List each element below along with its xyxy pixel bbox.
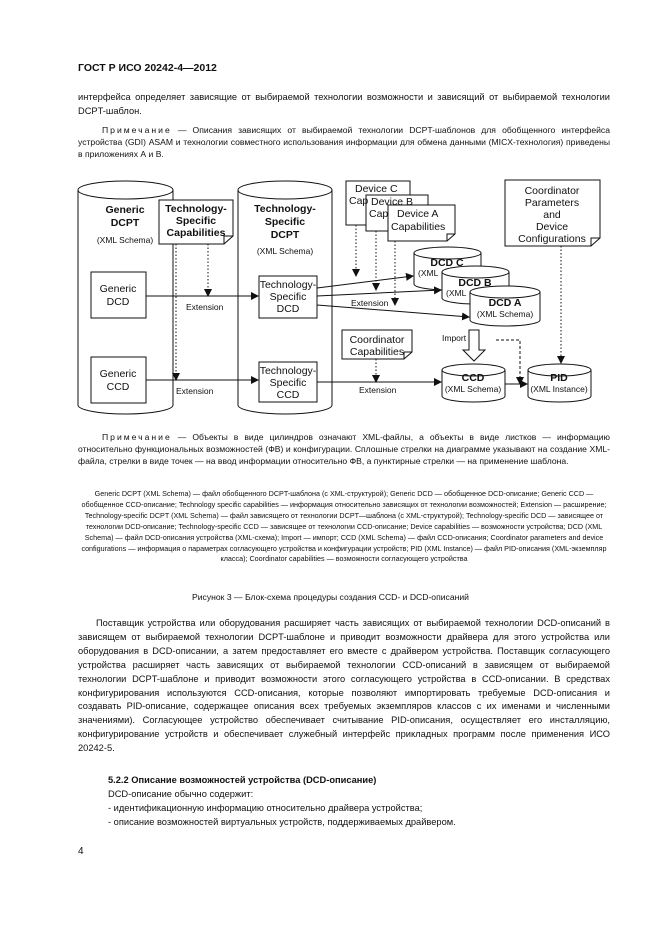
coord-params-5: Configurations bbox=[518, 233, 586, 245]
dcd-b-sub: (XML bbox=[446, 288, 467, 298]
ccd-sub: (XML Schema) bbox=[444, 384, 502, 394]
dcd-a-title: DCD A bbox=[488, 297, 522, 309]
coord-caps-2: Capabilities bbox=[349, 346, 405, 358]
tech-caps-label-1: Technology- bbox=[165, 203, 227, 215]
generic-dcpt-title-2: DCPT bbox=[110, 217, 140, 229]
import-arrow bbox=[463, 330, 485, 361]
tech-ccd-label-2: Specific bbox=[269, 377, 307, 389]
extension-label-4: Extension bbox=[359, 385, 397, 395]
tech-dcd-label-1: Technology- bbox=[259, 279, 317, 291]
tech-dcpt-schema: (XML Schema) bbox=[256, 246, 314, 256]
note-2-label: Примечание bbox=[102, 432, 172, 442]
body-paragraph: Поставщик устройства или оборудования расширяет часть зависящих от выбираемой технологии DCD-описаний в зависящем от выбираемой технологии DCPT-шаблоне и приводит возможности драйвера для этого устройства или оборудования в DCD-описании, а затем предоставляет его вместе с драйвером устройства. Поставщик согласующего устройства расширяет часть зависящих от выбираемой технологии CCD-описаний в зависящем от выбираемой технологии DCPT-шаблоне и приводит возможности этого согласующего устройства в CCD-описании. В средствах конфигурирования используются CCD-описания, которые позволяют импортировать требуемые DCD-описания и создавать PID-описание, содержащее описания всех требуемых экземпляров классов с их именами и численными значениями). Согласующее устройство обеспечивает считывание PID-описания, осуществляет его инсталляцию, конфигурирование устройств и обеспечивает служебный интерфейс прикладных программ после применения ИСО 20242-5. bbox=[78, 618, 610, 754]
generic-dcd-label-1: Generic bbox=[99, 283, 137, 295]
extension-label-1: Extension bbox=[186, 302, 224, 312]
generic-ccd-box bbox=[91, 357, 146, 403]
note-1-label: Примечание bbox=[102, 125, 172, 135]
intro-paragraph: интерфейса определяет зависящие от выбираемой технологии возможности и зависящий от выбираемой технологии DCPT-шаблон. bbox=[78, 92, 610, 116]
note-1-text: — Описания зависящих от выбираемой технологии DCPT-шаблонов для обобщенного интерфейса устройства (GDI) ASAM и технологии совместного использования информации для обмена данными (MICX-технология) приведены в приложениях А и В. bbox=[78, 125, 610, 159]
generic-dcd-box bbox=[91, 272, 146, 318]
device-b-partial: Cap bbox=[369, 208, 389, 220]
coord-caps-1: Coordinator bbox=[349, 334, 405, 346]
tech-caps-label-3: Capabilities bbox=[166, 227, 226, 239]
flowchart-diagram bbox=[0, 170, 661, 420]
coord-params-4: Device bbox=[535, 221, 569, 233]
section-title: Описание возможностей устройства (DCD-описание) bbox=[131, 775, 377, 785]
dashed-template-pid bbox=[496, 340, 520, 384]
note-2 bbox=[78, 431, 610, 467]
device-a-label-2: Capabilities bbox=[391, 221, 446, 233]
tech-dcd-label-2: Specific bbox=[269, 291, 307, 303]
generic-ccd-label-2: CCD bbox=[106, 381, 130, 393]
device-c-label: Device C bbox=[355, 183, 398, 195]
tech-ccd-label-1: Technology- bbox=[259, 365, 317, 377]
generic-dcpt-schema: (XML Schema) bbox=[96, 235, 154, 245]
section-heading bbox=[108, 774, 376, 788]
tech-dcpt-title-2: Specific bbox=[264, 216, 306, 228]
dcd-c-title: DCD C bbox=[430, 257, 464, 269]
dcd-c-sub: (XML bbox=[418, 268, 439, 278]
arrow-tech-dcd-to-dcd-c bbox=[317, 276, 413, 288]
dcd-b-title: DCD B bbox=[458, 277, 492, 289]
tech-dcd-label-3: DCD bbox=[276, 303, 300, 315]
tech-dcpt-title-3: DCPT bbox=[270, 229, 300, 241]
generic-ccd-label-1: Generic bbox=[99, 368, 137, 380]
section-number: 5.2.2 bbox=[108, 775, 129, 785]
generic-dcd-label-2: DCD bbox=[106, 296, 130, 308]
arrow-tech-dcd-to-dcd-a bbox=[317, 305, 469, 317]
tech-dcpt-title-1: Technology- bbox=[254, 203, 316, 215]
pid-title: PID bbox=[550, 372, 568, 384]
coord-params-1: Coordinator bbox=[524, 185, 580, 197]
list-item-2: - описание возможностей виртуальных устройств, поддерживаемых драйвером. bbox=[108, 817, 456, 827]
note-2-text: — Объекты в виде цилиндров означают XML-файлы, а объекты в виде листков — информацию относительно функциональных возможностей (ФВ) и конфигурации. Сплошные стрелки на диаграмме указывают на создание XML-файла, стрелки в виде точек — на ввод информации относительно ФВ, а пунктирные стрелки — на применение шаблона. bbox=[78, 432, 610, 466]
extension-label-3: Extension bbox=[351, 298, 389, 308]
device-a-label-1: Device A bbox=[397, 208, 439, 220]
standard-header: ГОСТ Р ИСО 20242-4—2012 bbox=[78, 62, 217, 74]
figure-caption: Рисунок 3 — Блок-схема процедуры создания CCD- и DCD-описаний bbox=[192, 592, 469, 602]
import-label: Import bbox=[442, 333, 467, 343]
dcd-intro: DCD-описание обычно содержит: bbox=[108, 789, 254, 799]
figure-legend: Generic DCPT (XML Schema) — файл обобщенного DCPT-шаблона (с XML-структурой); Generic DCD — обобщенное DCD-описание; Generic CCD — обобщенное CCD-описание; Technology specific capabilities — информация относительно зависящих от технологии возможностей; Extension — расширение; Technology-specific DCPT (XML Schema) — файл зависящего от технологии DCPT—шаблона (с XML-структурой); Technology-specific DCD — зависящее от технологии DCD-описание; Technology-specific CCD — зависящее от технологии CCD-описание; Device capabilities — возможности устройства; DCD (XML Schema) — файл DCD-описания устройства (XML-схема); Import — импорт; CCD (XML Schema) — файл CCD-описания; Coordinator parameters and device configurations — информация о параметрах согласующего устройства и конфигурации устройств; PID (XML Instance) — файл PID-описания (XML-экземпляр класса); Coordinator capabilities — возможности согласующего устройства bbox=[81, 489, 607, 564]
device-c-partial: Cap bbox=[349, 195, 369, 207]
arrow-tech-dcd-to-dcd-b bbox=[317, 290, 441, 296]
device-b-label: Device B bbox=[371, 196, 414, 208]
tech-ccd-label-3: CCD bbox=[276, 389, 300, 401]
ccd-title: CCD bbox=[461, 372, 485, 384]
coord-params-2: Parameters bbox=[524, 197, 580, 209]
dcd-a-sub: (XML Schema) bbox=[476, 309, 534, 319]
page-number: 4 bbox=[78, 846, 84, 857]
generic-dcpt-title-1: Generic bbox=[105, 204, 145, 216]
tech-caps-label-2: Specific bbox=[175, 215, 217, 227]
extension-label-2: Extension bbox=[176, 386, 214, 396]
note-1 bbox=[78, 124, 610, 160]
pid-sub: (XML Instance) bbox=[530, 384, 588, 394]
list-item-1: - идентификационную информацию относительно драйвера устройства; bbox=[108, 803, 423, 813]
coord-params-3: and bbox=[543, 209, 561, 221]
